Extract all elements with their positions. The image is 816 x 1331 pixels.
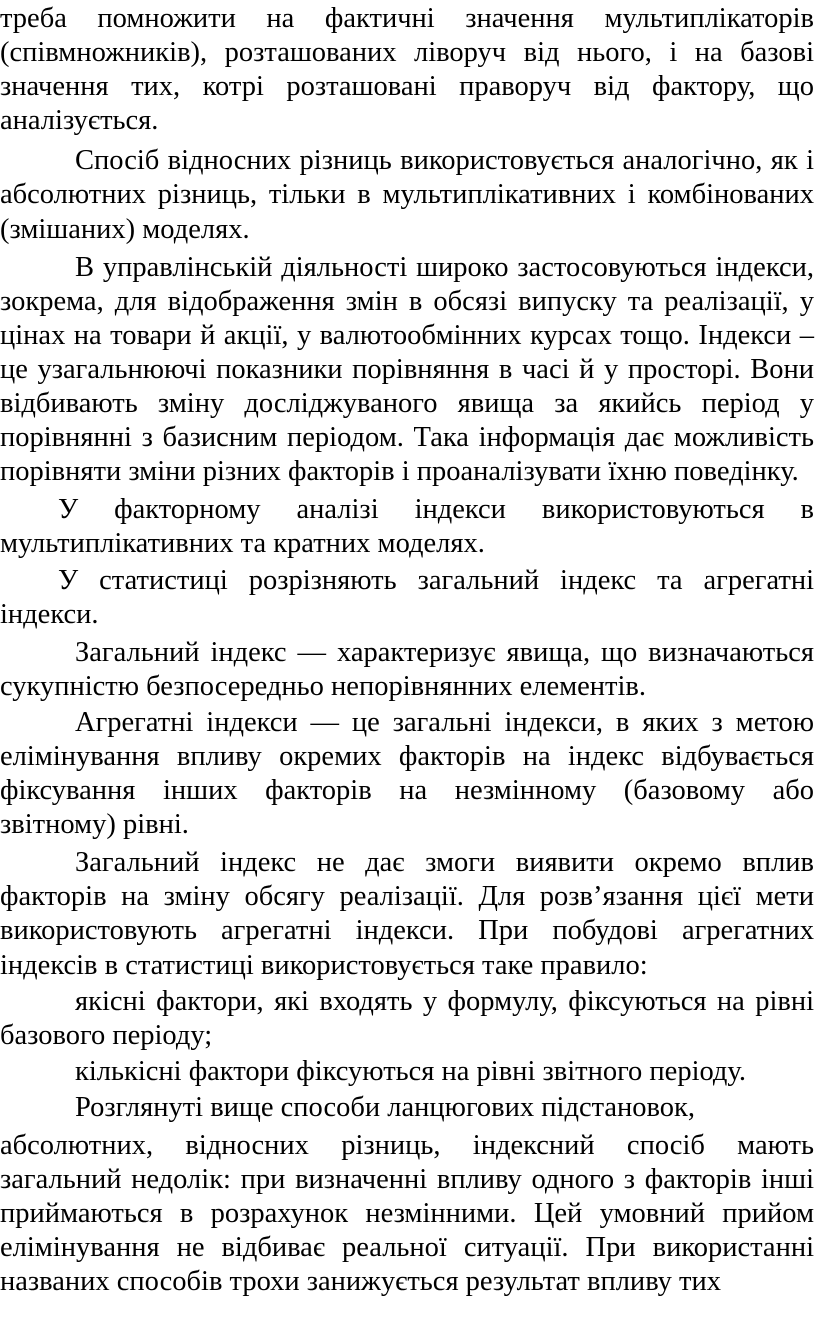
paragraph-statistics: У статистиці розрізняють загальний індекс та агрегатні індекси. — [0, 564, 814, 630]
paragraph-relative-differences: Спосіб відносних різниць використовується аналогічно, як і абсолютних різниць, тільки в мультиплікативних і комбінованих (змішаних) моделях. — [0, 145, 814, 245]
paragraph-factor-analysis: У факторному аналізі індекси використовуються в мультиплікативних та кратних моделях. — [0, 494, 814, 560]
paragraph-quantitative-factors: кількісні фактори фіксуються на рівні звітного періоду. — [75, 1055, 746, 1087]
paragraph-qualitative-factors: якісні фактори, які входять у формулу, фіксуються на рівні базового періоду; — [0, 985, 814, 1051]
paragraph-general-index: Загальний індекс — характеризує явища, що визначаються сукупністю безпосередньо непорівнянних елементів. — [0, 636, 814, 702]
paragraph-index-rule: Загальний індекс не дає змоги виявити окремо вплив факторів на зміну обсягу реалізації. Для розв’язання цієї мети використовують агрегатні індекси. При побудові агрегатних індексів в статистиці використовується таке правило: — [0, 847, 814, 981]
paragraph-methods-drawback: абсолютних, відносних різниць, індексний спосіб мають загальний недолік: при визначенні впливу одного з факторів інші приймаються в розрахунок незмінними. Цей умовний прийом елімінування не відбиває реальної ситуації. При використанні названих способів трохи занижується результат впливу тих — [0, 1130, 814, 1298]
paragraph-aggregate-indices: Агрегатні індекси — це загальні індекси, в яких з метою елімінування впливу окремих факторів на індекс відбувається фіксування інших факторів на незмінному (базовому або звітному) рівні. — [0, 706, 814, 841]
paragraph-continuation: треба помножити на фактичні значення мультиплікаторів (співмножників), розташованих ліворуч від нього, і на базові значення тих, котрі розташовані праворуч від фактору, що аналізується. — [0, 3, 814, 137]
paragraph-indices-management: В управлінській діяльності широко застосовуються індекси, зокрема, для відображення змін в обсязі випуску та реалізації, у цінах на товари й акції, у валютообмінних курсах тощо. Індекси – це узагальнюючі показники порівняння в часі й у просторі. Вони відбивають зміну досліджуваного явища за якийсь період у порівнянні з базисним періодом. Така інформація дає можливість порівняти зміни різних факторів і проаналізувати їхню поведінку. — [0, 251, 814, 488]
document-page — [0, 2, 814, 1299]
paragraph-methods-considered: Розглянуті вище способи ланцюгових підстановок, — [75, 1091, 696, 1123]
